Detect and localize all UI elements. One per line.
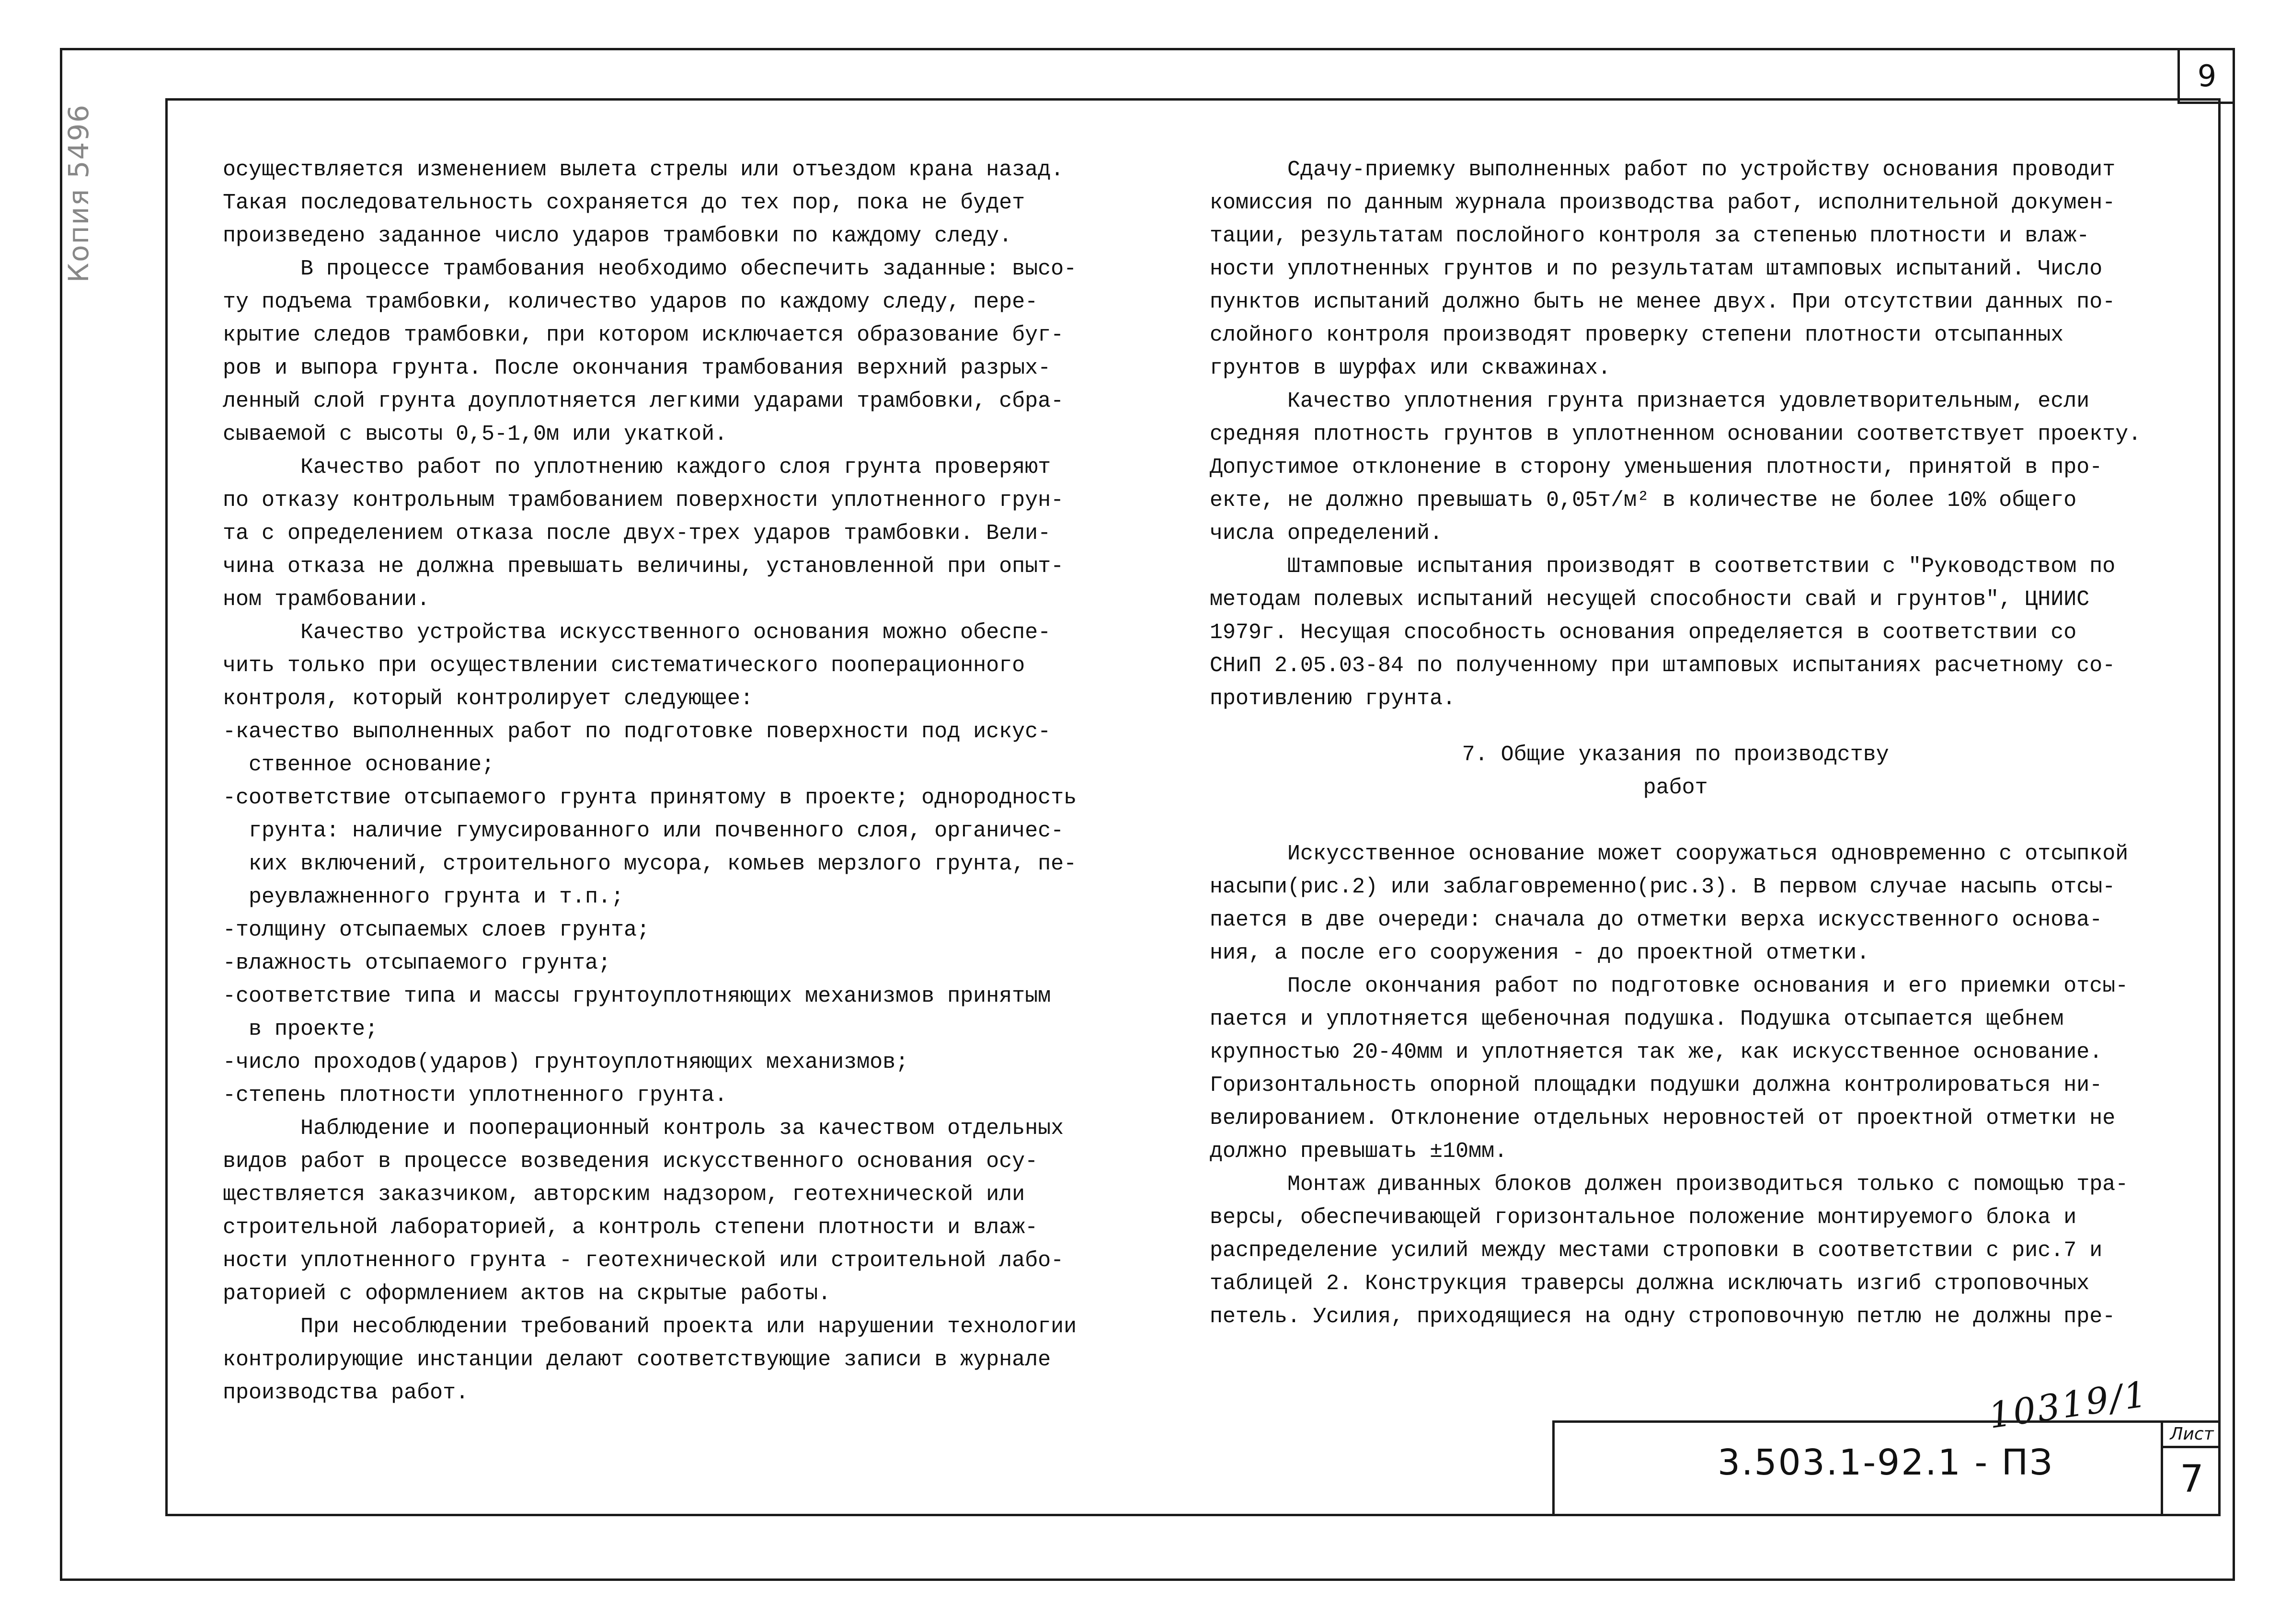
text-line: ности уплотненных грунтов и по результатам штамповых испытаний. Число: [1210, 257, 2103, 281]
text-line: методам полевых испытаний несущей способности свай и грунтов", ЦНИИС: [1210, 587, 2090, 612]
text-line: ния, а после его сооружения - до проектной отметки.: [1210, 941, 1870, 965]
text-line: чина отказа не должна превышать величины, установленной при опыт-: [223, 554, 1064, 579]
text-line: велированием. Отклонение отдельных неровностей от проектной отметки не: [1210, 1106, 2116, 1131]
text-line: грунтов в шурфах или скважинах.: [1210, 356, 1611, 380]
text-line: грунта: наличие гумусированного или почвенного слоя, органичес-: [223, 819, 1064, 843]
text-line: должно превышать ±10мм.: [1210, 1139, 1508, 1164]
text-line: Горизонтальность опорной площадки подушки должна контролироваться ни-: [1210, 1073, 2103, 1098]
text-line: та с определением отказа после двух-трех ударов трамбовки. Вели-: [223, 521, 1051, 546]
text-line: произведено заданное число ударов трамбовки по каждому следу.: [223, 224, 1012, 248]
text-line: чить только при осуществлении систематического пооперационного: [223, 653, 1025, 678]
section-heading-cont: работ: [1643, 776, 1708, 800]
side-note: Копия 5496: [62, 103, 95, 283]
text-line: ности уплотненного грунта - геотехнической или строительной лабо-: [223, 1248, 1064, 1273]
text-line: пается в две очереди: сначала до отметки верха искусственного основа-: [1210, 908, 2103, 932]
text-line: пается и уплотняется щебеночная подушка. Подушка отсыпается щебнем: [1210, 1007, 2064, 1031]
text-line: контроля, который контролирует следующее:: [223, 686, 754, 711]
text-line: противлению грунта.: [1210, 686, 1456, 711]
sheet-label: Лист: [2163, 1423, 2221, 1448]
text-line: Наблюдение и пооперационный контроль за качеством отдельных: [223, 1116, 1064, 1141]
section-heading: 7. Общие указания по производству: [1462, 743, 1889, 767]
text-line: крупностью 20-40мм и уплотняется так же, как искусственное основание.: [1210, 1040, 2103, 1064]
text-line: петель. Усилия, приходящиеся на одну строповочную петлю не должны пре-: [1210, 1304, 2116, 1329]
text-line: видов работ в процессе возведения искусственного основания осу-: [223, 1149, 1038, 1174]
text-line: комиссия по данным журнала производства работ, исполнительной докумен-: [1210, 191, 2116, 215]
text-line: насыпи(рис.2) или заблаговременно(рис.3). В первом случае насыпь отсы-: [1210, 875, 2116, 899]
text-line: Качество уплотнения грунта признается удовлетворительным, если: [1210, 389, 2090, 413]
text-line: распределение усилий между местами строповки в соответствии с рис.7 и: [1210, 1238, 2103, 1263]
text-line: в проекте;: [223, 1017, 378, 1041]
text-line: Искусственное основание может сооружаться одновременно с отсыпкой: [1210, 842, 2129, 866]
text-line: по отказу контрольным трамбованием поверхности уплотненного грун-: [223, 488, 1064, 513]
text-line: реувлажненного грунта и т.п.;: [223, 885, 624, 909]
text-line: Допустимое отклонение в сторону уменьшения плотности, принятой в про-: [1210, 455, 2103, 480]
text-line: сываемой с высоты 0,5-1,0м или укаткой.: [223, 422, 728, 446]
text-line: -степень плотности уплотненного грунта.: [223, 1083, 728, 1108]
text-line: ном трамбовании.: [223, 587, 430, 612]
text-line: Сдачу-приемку выполненных работ по устройству основания проводит: [1210, 158, 2116, 182]
left-column: [223, 153, 1077, 1409]
text-line: Качество устройства искусственного основания можно обеспе-: [223, 620, 1051, 645]
text-line: строительной лабораторией, а контроль степени плотности и влаж-: [223, 1215, 1038, 1240]
text-line: ров и выпора грунта. После окончания трамбования верхний разрых-: [223, 356, 1051, 380]
sheet-number: 7: [2180, 1458, 2204, 1501]
title-block: [1552, 1420, 2221, 1516]
text-line: контролирующие инстанции делают соответствующие записи в журнале: [223, 1348, 1051, 1372]
text-line: -толщину отсыпаемых слоев грунта;: [223, 918, 650, 942]
text-line: -соответствие типа и массы грунтоуплотняющих механизмов принятым: [223, 984, 1051, 1008]
spacer: [1210, 715, 2141, 738]
text-line: Такая последовательность сохраняется до тех пор, пока не будет: [223, 191, 1025, 215]
text-line: екте, не должно превышать 0,05т/м² в количестве не более 10% общего: [1210, 488, 2077, 513]
text-line: ственное основание;: [223, 753, 495, 777]
text-line: таблицей 2. Конструкция траверсы должна исключать изгиб строповочных: [1210, 1271, 2090, 1296]
text-line: ществляется заказчиком, авторским надзором, геотехнической или: [223, 1182, 1025, 1207]
text-line: Монтаж диванных блоков должен производиться только с помощью тра-: [1210, 1172, 2129, 1197]
text-line: -соответствие отсыпаемого грунта принятому в проекте; однородность: [223, 786, 1077, 810]
text-line: ленный слой грунта доуплотняется легкими ударами трамбовки, сбра-: [223, 389, 1064, 413]
text-line: производства работ.: [223, 1381, 469, 1405]
text-line: Штамповые испытания производят в соответствии с "Руководством по: [1210, 554, 2116, 579]
text-line: осуществляется изменением вылета стрелы или отъездом крана назад.: [223, 158, 1064, 182]
text-line: средняя плотность грунтов в уплотненном основании соответствует проекту.: [1210, 422, 2142, 446]
text-line: числа определений.: [1210, 521, 1443, 546]
spacer: [1210, 804, 2141, 837]
text-line: ту подъема трамбовки, количество ударов по каждому следу, пере-: [223, 290, 1038, 314]
text-line: -число проходов(ударов) грунтоуплотняющих механизмов;: [223, 1050, 909, 1075]
text-line: ких включений, строительного мусора, комьев мерзлого грунта, пе-: [223, 852, 1077, 876]
text-line: тации, результатам послойного контроля за степенью плотности и влаж-: [1210, 224, 2090, 248]
text-line: Качество работ по уплотнению каждого слоя грунта проверяют: [223, 455, 1051, 480]
text-line: крытие следов трамбовки, при котором исключается образование буг-: [223, 323, 1064, 347]
text-line: пунктов испытаний должно быть не менее двух. При отсутствии данных по-: [1210, 290, 2116, 314]
text-line: 1979г. Несущая способность основания определяется в соответствии со: [1210, 620, 2077, 645]
sheet-cell: [2161, 1423, 2221, 1516]
document-code: 3.503.1-92.1 - ПЗ: [1718, 1442, 2054, 1483]
text-line: слойного контроля производят проверку степени плотности отсыпанных: [1210, 323, 2064, 347]
text-line: раторией с оформлением актов на скрытые работы.: [223, 1281, 831, 1306]
text-line: -влажность отсыпаемого грунта;: [223, 951, 611, 975]
text-line: При несоблюдении требований проекта или нарушении технологии: [223, 1315, 1077, 1339]
text-line: СНиП 2.05.03-84 по полученному при штамповых испытаниях расчетному со-: [1210, 653, 2116, 678]
corner-number: 9: [2177, 50, 2234, 104]
text-line: -качество выполненных работ по подготовке поверхности под искус-: [223, 720, 1051, 744]
handwritten-number: 10319/1: [1986, 1373, 2151, 1437]
text-line: версы, обеспечивающей горизонтальное положение монтируемого блока и: [1210, 1205, 2077, 1230]
text-line: После окончания работ по подготовке основания и его приемки отсы-: [1210, 974, 2129, 998]
right-column: [1210, 153, 2141, 1333]
text-line: В процессе трамбования необходимо обеспечить заданные: высо-: [223, 257, 1077, 281]
